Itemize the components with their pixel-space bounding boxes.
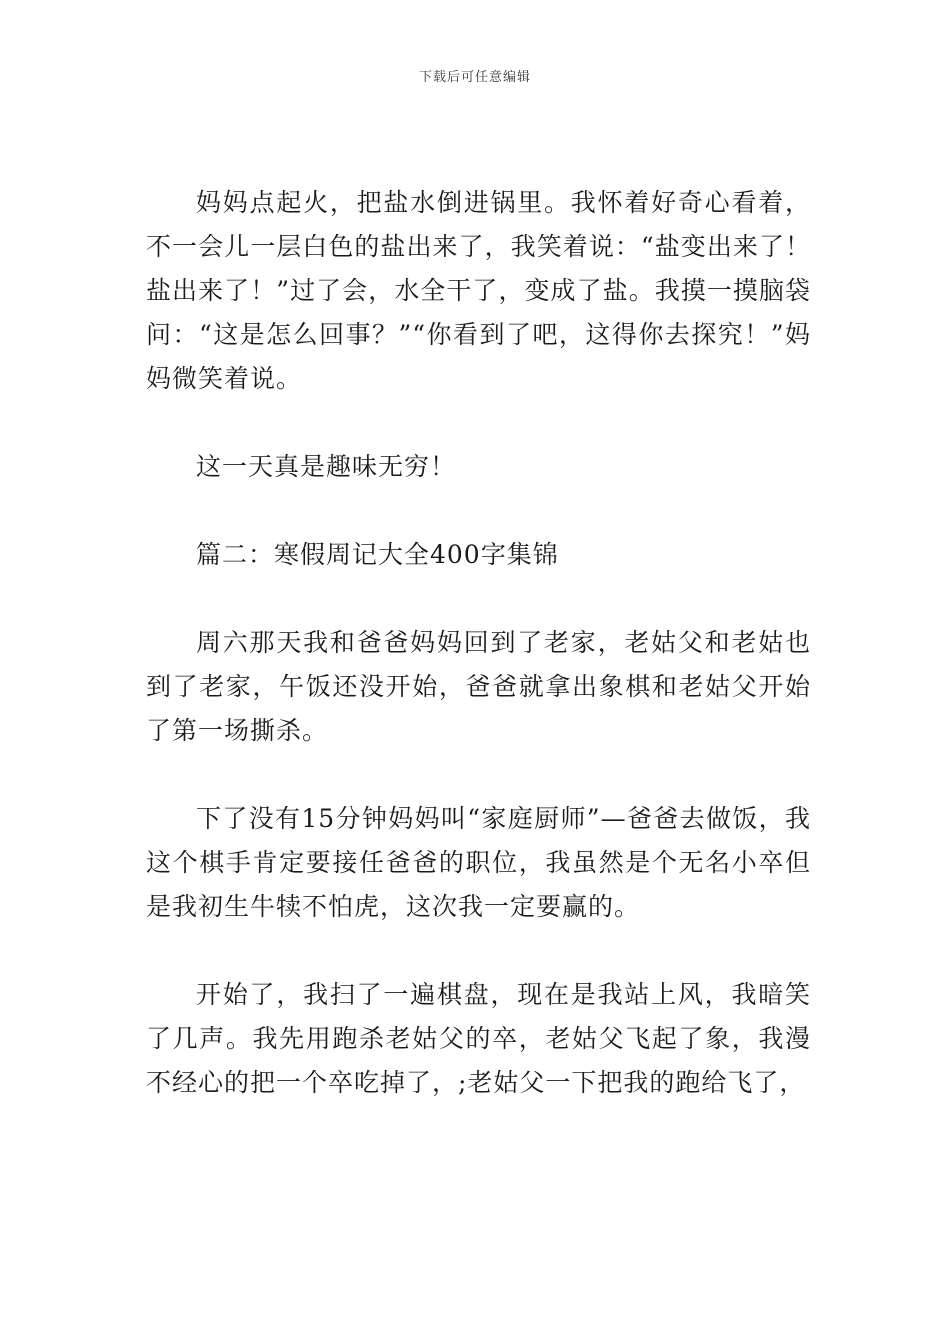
section-heading: 篇二：寒假周记大全400字集锦 (196, 540, 559, 569)
paragraph: 开始了，我扫了一遍棋盘，现在是我站上风，我暗笑了几声。我先用跑杀老姑父的卒，老姑父飞起了象，我漫不经心的把一个卒吃掉了，;老姑父一下把我的跑给飞了， (146, 980, 811, 1097)
paragraph: 妈妈点起火，把盐水倒进锅里。我怀着好奇心看着，不一会儿一层白色的盐出来了，我笑着说：“盐变出来了！盐出来了！”过了会，水全干了，变成了盐。我摸一摸脑袋问：“这是怎么回事？”“你看到了吧，这得你去探究！”妈妈微笑着说。 (146, 188, 811, 393)
paragraph: 下了没有15分钟妈妈叫“家庭厨师”—爸爸去做饭，我这个棋手肯定要接任爸爸的职位，我虽然是个无名小卒但是我初生牛犊不怕虎，这次我一定要赢的。 (146, 804, 811, 921)
paragraph: 这一天真是趣味无穷！ (196, 452, 457, 481)
paragraph: 周六那天我和爸爸妈妈回到了老家，老姑父和老姑也到了老家，午饭还没开始，爸爸就拿出象棋和老姑父开始了第一场撕杀。 (146, 628, 811, 745)
document-body (146, 181, 811, 1105)
page-header: 下载后可任意编辑 (418, 70, 531, 85)
